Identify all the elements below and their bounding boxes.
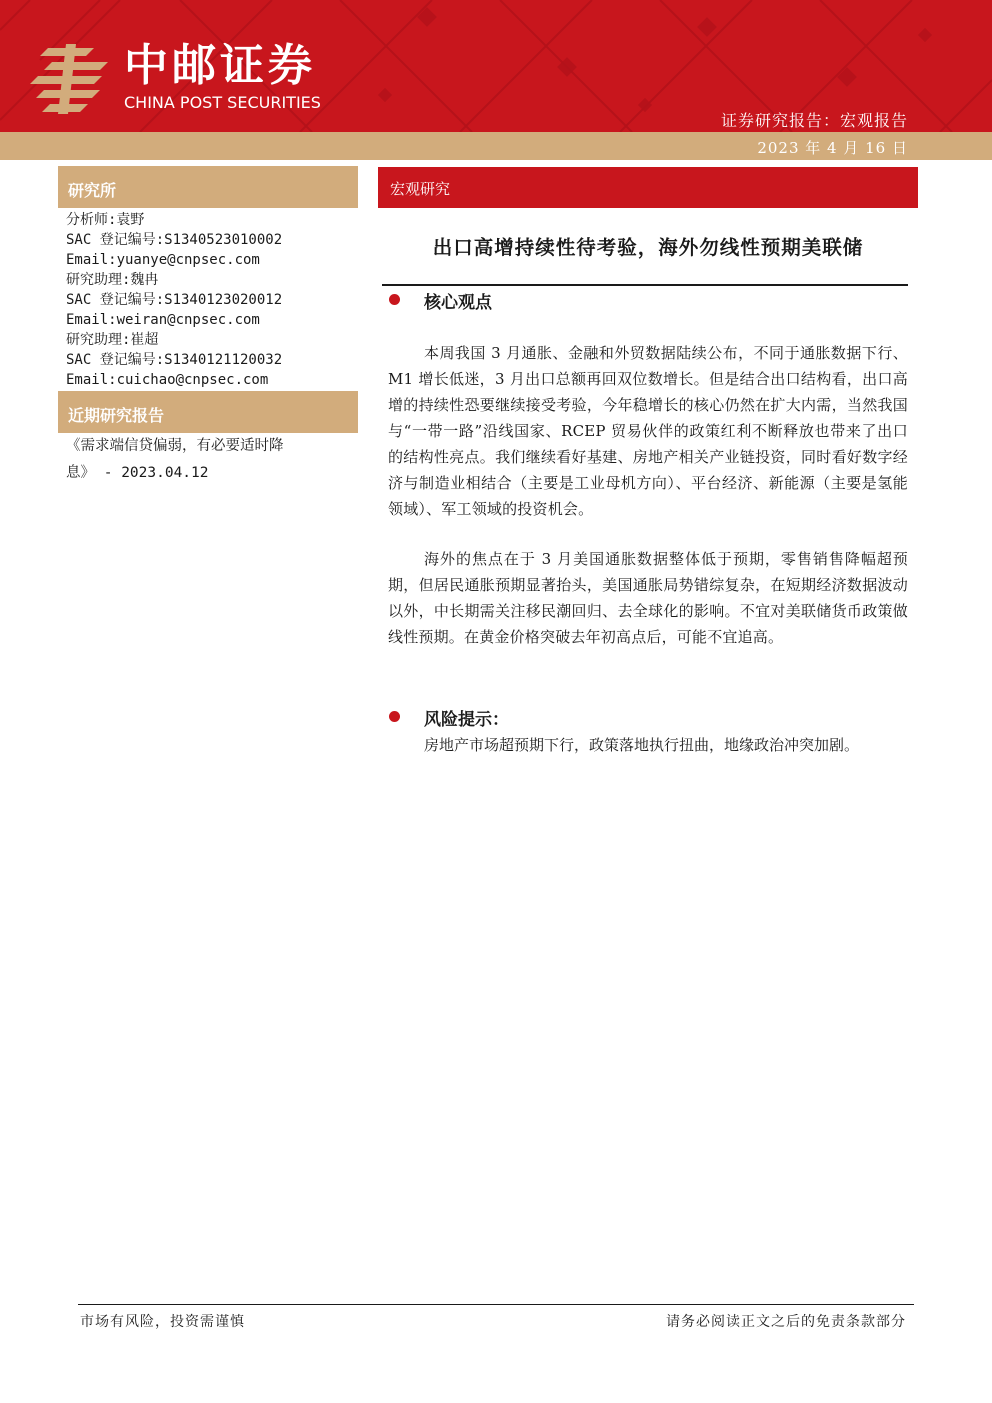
risk-text: 房地产市场超预期下行，政策落地执行扭曲，地缘政治冲突加剧。 (424, 736, 860, 754)
analyst-line: 研究助理:崔超 (66, 332, 159, 348)
analyst-info (66, 210, 282, 390)
analyst-line: SAC 登记编号:S1340121120032 (66, 352, 283, 368)
recent-reports-heading: 近期研究报告 (58, 391, 358, 433)
logo-english-name: CHINA POST SECURITIES (124, 93, 321, 112)
bullet-icon (389, 294, 400, 305)
core-paragraph-1: 本周我国 3 月通胀、金融和外贸数据陆续公布，不同于通胀数据下行、M1 增长低迷，3 月出口总额再回双位数增长。但是结合出口结构看，出口高增的持续性恐要继续接受考验，今年稳增长的核心仍然在扩大内需，当然我国与“一带一路”沿线国家、RCEP 贸易伙伴的政策红利不断释放也带来了出口的结构性亮点。我们继续看好基建、房地产相关产业链投资，同时看好数字经济与制造业相结合（主要是工业母机方向）、平台经济、新能源（主要是氢能领域）、军工领域的投资机会。 (388, 344, 908, 518)
footer-disclaimer-notice: 请务必阅读正文之后的免责条款部分 (666, 1314, 906, 1330)
title-divider (382, 284, 908, 286)
recent-report-item[interactable] (66, 433, 346, 487)
footer-risk-notice: 市场有风险，投资需谨慎 (80, 1314, 245, 1330)
risk-heading: 风险提示： (424, 710, 509, 730)
analyst-line: SAC 登记编号:S1340123020012 (66, 292, 283, 308)
recent-report-date-line: 息》 - 2023.04.12 (66, 465, 209, 481)
core-views-heading: 核心观点 (424, 293, 492, 313)
analyst-email: Email:weiran@cnpsec.com (66, 312, 260, 328)
analyst-email: Email:yuanye@cnpsec.com (66, 252, 260, 268)
report-title: 出口高增持续性待考验，海外勿线性预期美联储 (432, 236, 864, 259)
core-paragraph-2: 海外的焦点在于 3 月美国通胀数据整体低于预期，零售销售降幅超预期，但居民通胀预期显著抬头，美国通胀局势错综复杂，在短期经济数据波动以外，中长期需关注移民潮回归、去全球化的影响。不宜对美联储货币政策做线性预期。在黄金价格突破去年初高点后，可能不宜追高。 (388, 550, 908, 646)
recent-report-title-line: 《需求端信贷偏弱，有必要适时降 (66, 438, 284, 454)
analyst-line: 分析师:袁野 (66, 212, 145, 228)
report-type: 证券研究报告：宏观报告 (720, 111, 908, 130)
analyst-line: 研究助理:魏冉 (66, 272, 159, 288)
analyst-line: SAC 登记编号:S1340523010002 (66, 232, 283, 248)
analyst-email: Email:cuichao@cnpsec.com (66, 372, 269, 388)
institute-heading: 研究所 (58, 166, 358, 208)
logo-chinese-name: 中邮证券 (124, 40, 316, 91)
bullet-icon (389, 711, 400, 722)
footer-divider (78, 1304, 914, 1305)
date-bar (0, 132, 992, 160)
header-banner (0, 0, 992, 132)
section-label: 宏观研究 (378, 167, 918, 208)
report-date: 2023 年 4 月 16 日 (757, 139, 908, 157)
china-post-logo-icon (30, 42, 112, 114)
